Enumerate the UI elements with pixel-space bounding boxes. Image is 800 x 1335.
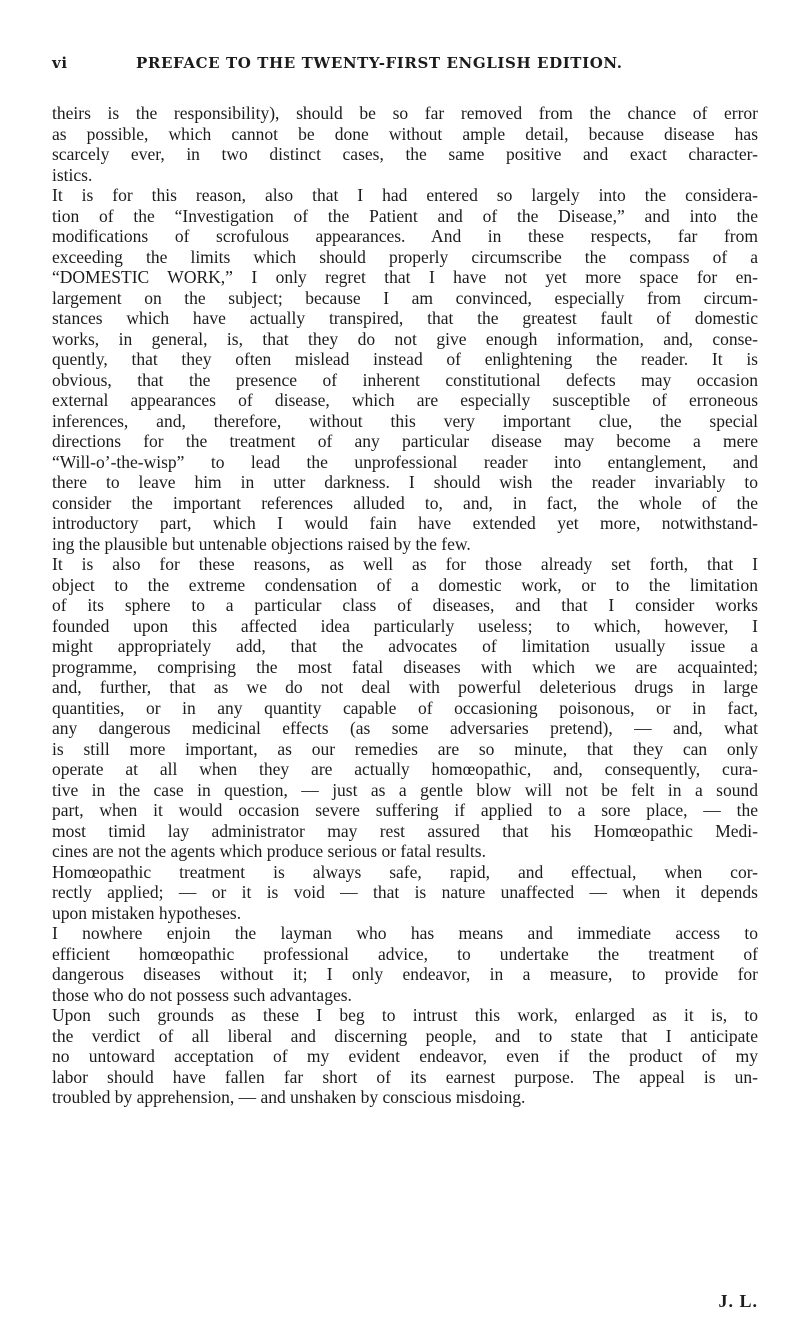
text-line: external appearances of disease, which are especially susceptible of erroneous bbox=[52, 390, 758, 410]
text-line: most timid lay administrator may rest assured that his Homœopathic Medi- bbox=[52, 820, 758, 841]
text-line: the verdict of all liberal and discerning people, and to state that I anticipate bbox=[52, 1025, 758, 1046]
text-line: It is also for these reasons, as well as for those already set forth, that I bbox=[52, 554, 758, 574]
text-line: troubled by apprehension, — and unshaken by conscious misdoing. bbox=[52, 1087, 526, 1107]
running-head bbox=[52, 54, 744, 78]
text-line: consider the important references alluded to, and, in fact, the whole of the bbox=[52, 492, 758, 513]
text-line: Upon such grounds as these I beg to intrust this work, enlarged as it is, to bbox=[52, 1005, 758, 1025]
text-line: theirs is the responsibility), should be so far removed from the chance of error bbox=[52, 103, 758, 123]
text-line: stances which have actually transpired, that the greatest fault of domestic bbox=[52, 308, 758, 328]
text-line: as possible, which cannot be done without ample detail, because disease has bbox=[52, 123, 758, 144]
text-line: Homœopathic treatment is always safe, rapid, and effectual, when cor- bbox=[52, 861, 758, 882]
text-line: cines are not the agents which produce serious or fatal results. bbox=[52, 841, 486, 861]
text-line: scarcely ever, in two distinct cases, the same positive and exact character- bbox=[52, 144, 758, 164]
text-line: I nowhere enjoin the layman who has means and immediate access to bbox=[52, 923, 758, 943]
text-line: operate at all when they are actually homœopathic, and, consequently, cura- bbox=[52, 759, 758, 779]
text-line: introductory part, which I would fain have extended yet more, notwithstand- bbox=[52, 513, 758, 533]
text-line: quently, that they often mislead instead of enlightening the reader. It is bbox=[52, 349, 758, 369]
text-line: labor should have fallen far short of its earnest purpose. The appeal is un- bbox=[52, 1066, 758, 1087]
page-number: vi bbox=[52, 54, 68, 72]
text-line: obvious, that the presence of inherent constitutional defects may occasion bbox=[52, 369, 758, 390]
preface-body-text bbox=[52, 103, 758, 1108]
text-line: object to the extreme condensation of a domestic work, or to the limitation bbox=[52, 574, 758, 595]
text-line: “DOMESTIC WORK,” I only regret that I have not yet more space for en- bbox=[52, 267, 758, 287]
text-line: quantities, or in any quantity capable of occasioning poisonous, or in fact, bbox=[52, 697, 758, 718]
text-line: efficient homœopathic professional advice, to undertake the treatment of bbox=[52, 943, 758, 964]
text-line: might appropriately add, that the advocates of limitation usually issue a bbox=[52, 636, 758, 656]
text-line: upon mistaken hypotheses. bbox=[52, 902, 242, 923]
text-line: modifications of scrofulous appearances. And in these respects, far from bbox=[52, 226, 758, 246]
text-line: no untoward acceptation of my evident endeavor, even if the product of my bbox=[52, 1046, 758, 1066]
text-line: directions for the treatment of any particular disease may become a mere bbox=[52, 431, 758, 451]
text-line: any dangerous medicinal effects (as some adversaries pretend), — and, what bbox=[52, 718, 758, 738]
text-line: those who do not possess such advantages. bbox=[52, 984, 352, 1005]
text-line: there to leave him in utter darkness. I should wish the reader invariably to bbox=[52, 472, 758, 492]
text-line: is still more important, as our remedies are so minute, that they can only bbox=[52, 738, 758, 759]
text-line: and, further, that as we do not deal with powerful deleterious drugs in large bbox=[52, 677, 758, 697]
running-head-title: PREFACE TO THE TWENTY-FIRST ENGLISH EDITION. bbox=[136, 54, 623, 72]
text-line: of its sphere to a particular class of diseases, and that I consider works bbox=[52, 595, 758, 615]
text-line: founded upon this affected idea particularly useless; to which, however, I bbox=[52, 615, 758, 636]
text-line: programme, comprising the most fatal diseases with which we are acquainted; bbox=[52, 656, 758, 677]
text-line: ing the plausible but untenable objections raised by the few. bbox=[52, 533, 471, 554]
text-line: tion of the “Investigation of the Patient and of the Disease,” and into the bbox=[52, 205, 758, 226]
text-line: works, in general, is, that they do not give enough information, and, conse- bbox=[52, 328, 758, 349]
text-line: largement on the subject; because I am convinced, especially from circum- bbox=[52, 287, 758, 308]
text-line: part, when it would occasion severe suffering if applied to a sore place, — the bbox=[52, 800, 758, 820]
text-line: tive in the case in question, — just as a gentle blow will not be felt in a sound bbox=[52, 779, 758, 800]
text-line: dangerous diseases without it; I only endeavor, in a measure, to provide for bbox=[52, 964, 758, 984]
author-initials-signature: J. L. bbox=[718, 1291, 758, 1311]
text-line: inferences, and, therefore, without this very important clue, the special bbox=[52, 410, 758, 431]
text-line: istics. bbox=[52, 164, 93, 185]
text-line: exceeding the limits which should properly circumscribe the compass of a bbox=[52, 246, 758, 267]
text-line: It is for this reason, also that I had entered so largely into the considera- bbox=[52, 185, 758, 205]
text-line: “Will-o’-the-wisp” to lead the unprofessional reader into entanglement, and bbox=[52, 451, 758, 472]
text-line: rectly applied; — or it is void — that is nature unaffected — when it depends bbox=[52, 882, 758, 902]
